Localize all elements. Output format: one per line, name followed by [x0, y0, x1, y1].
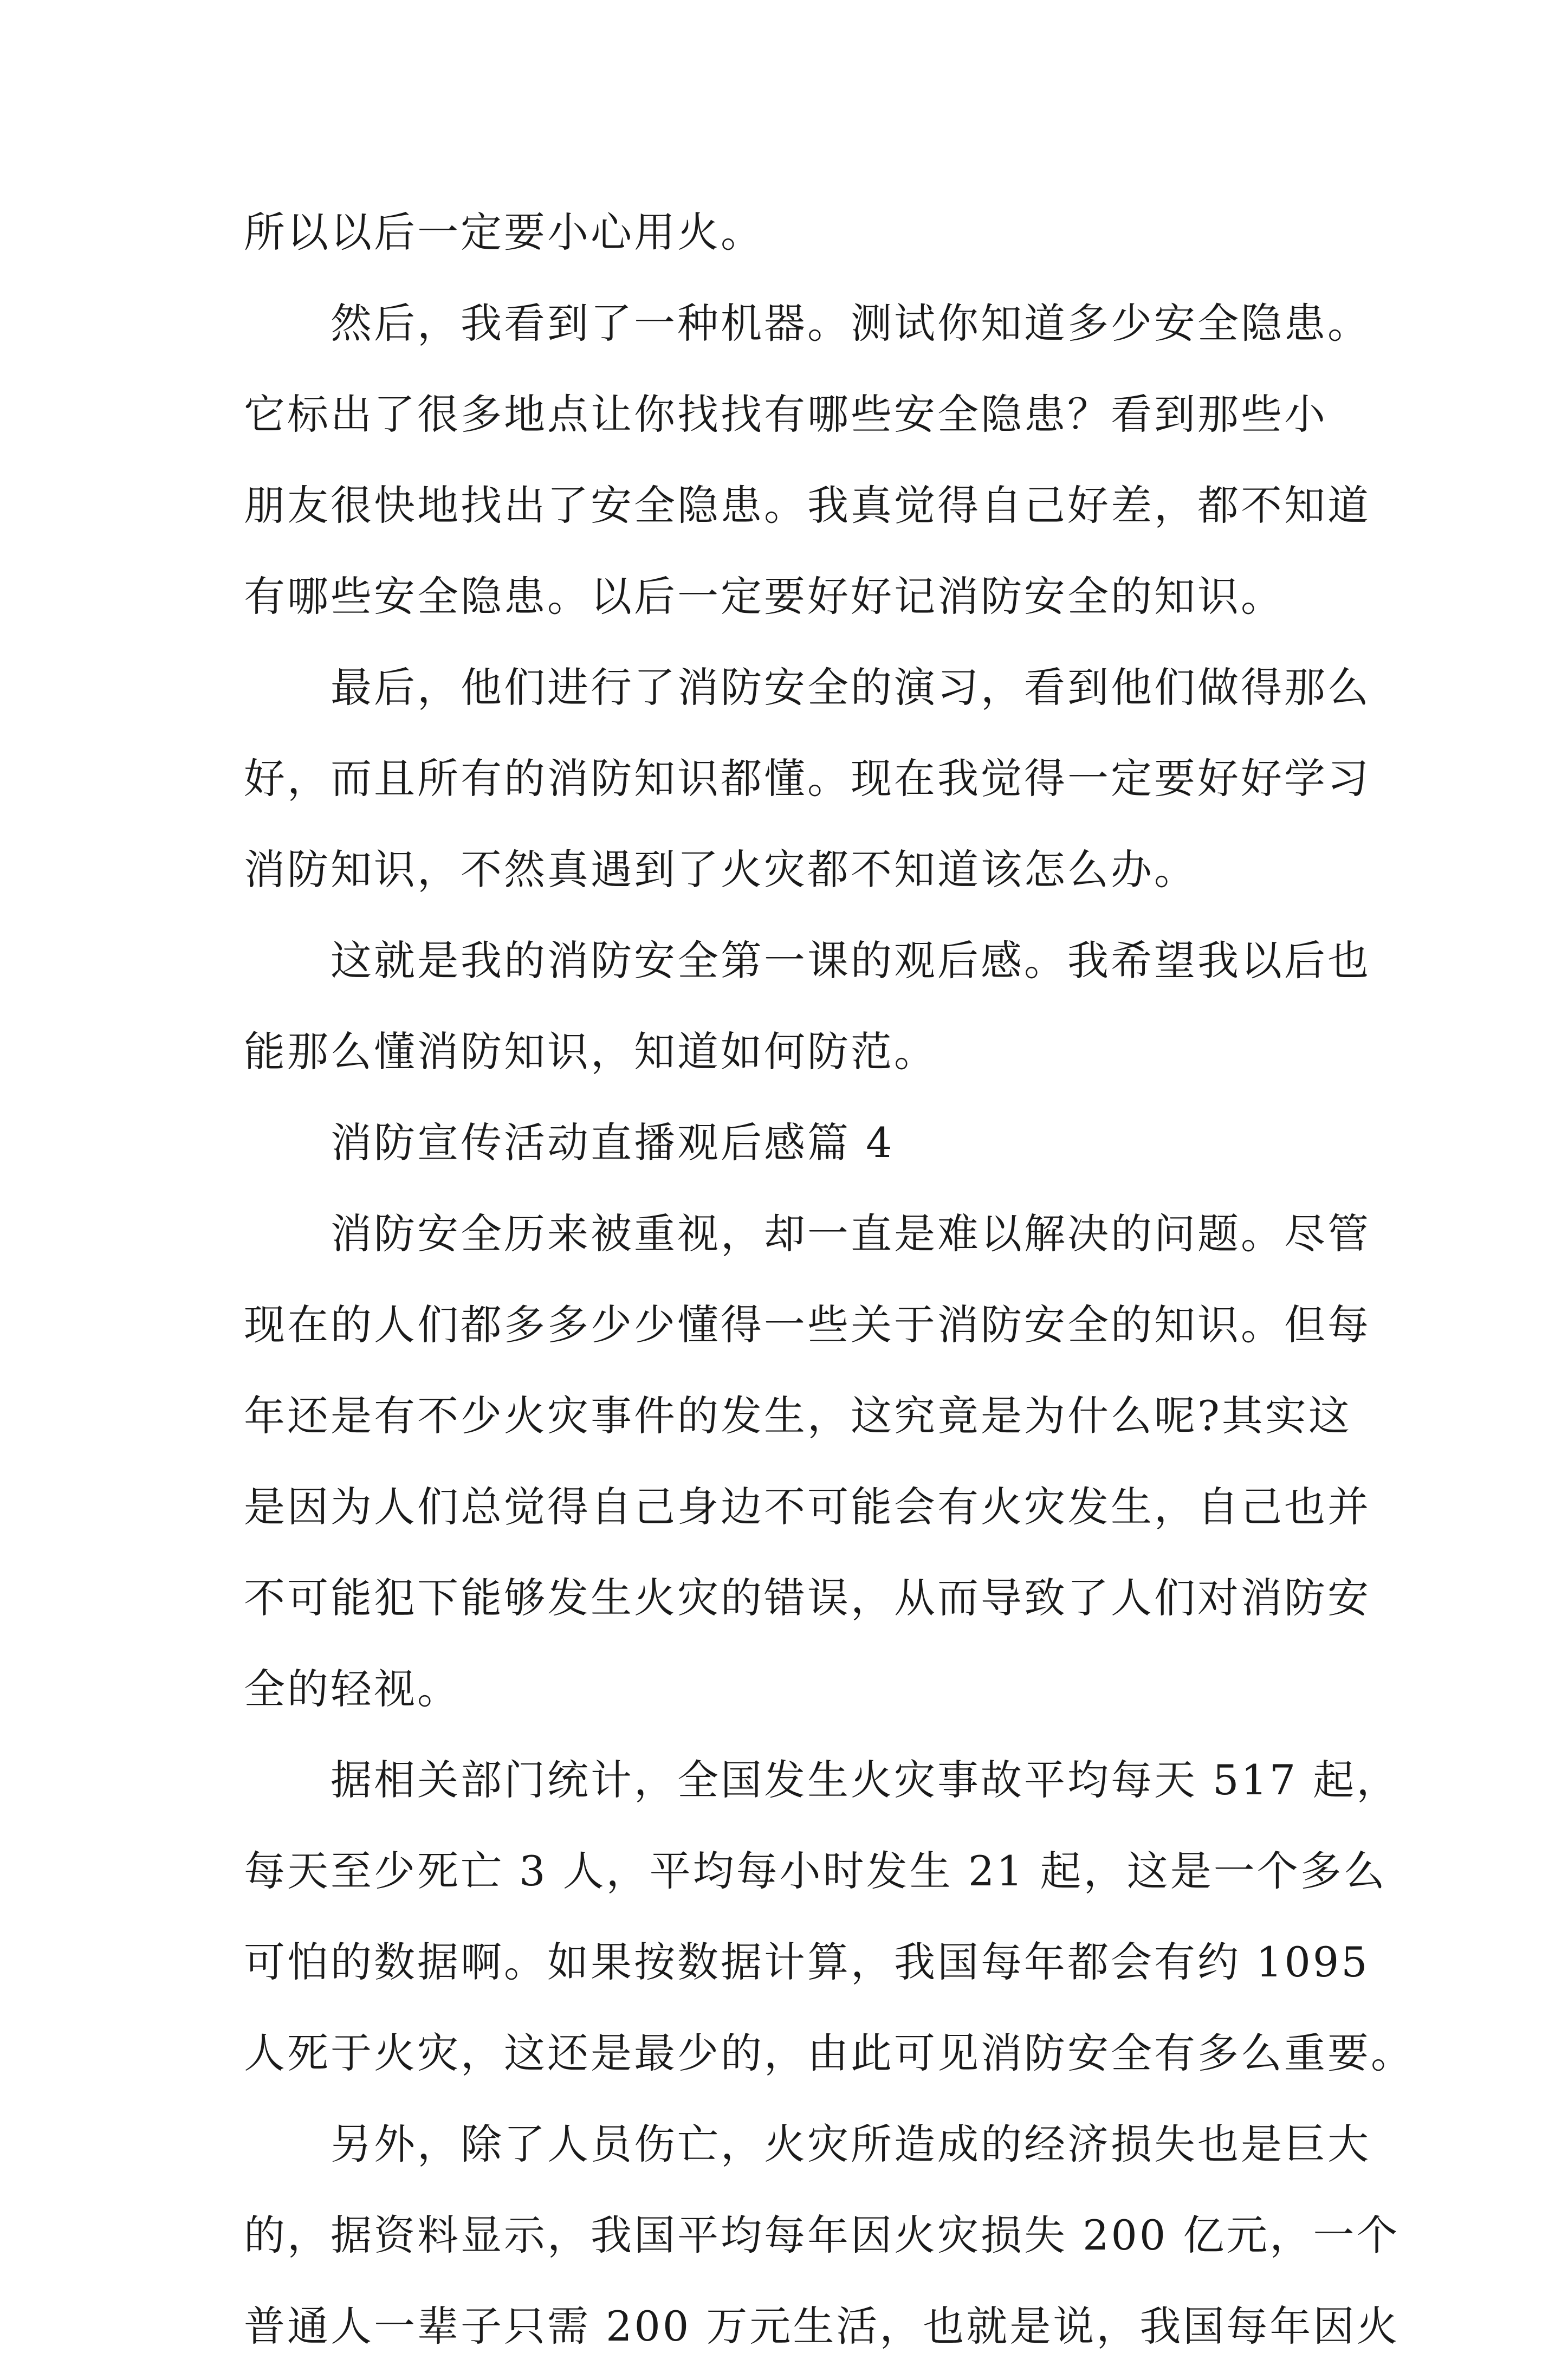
text-line: 现在的人们都多多少少懂得一些关于消防安全的知识。但每	[244, 1301, 1371, 1349]
text-line: 它标出了很多地点让你找找有哪些安全隐患？看到那些小	[244, 390, 1327, 438]
text-line: 全的轻视。	[244, 1665, 461, 1713]
text-line: 是因为人们总觉得自己身边不可能会有火灾发生，自己也并	[244, 1483, 1371, 1531]
text-line: 普通人一辈子只需 200 万元生活，也就是说，我国每年因火	[244, 2302, 1400, 2350]
body-text	[244, 187, 1414, 2372]
text-line: 人死于火灾，这还是最少的，由此可见消防安全有多么重要。	[244, 2029, 1414, 2077]
text-line: 最后，他们进行了消防安全的演习，看到他们做得那么	[331, 663, 1371, 712]
section-heading: 消防宣传活动直播观后感篇 4	[331, 1119, 895, 1167]
text-line: 能那么懂消防知识，知道如何防范。	[244, 1027, 937, 1076]
text-line: 朋友很快地找出了安全隐患。我真觉得自己好差，都不知道	[244, 481, 1371, 529]
text-line: 然后，我看到了一种机器。测试你知道多少安全隐患。	[331, 299, 1371, 347]
text-line: 据相关部门统计，全国发生火灾事故平均每天 517 起，	[331, 1756, 1400, 1804]
text-line: 的，据资料显示，我国平均每年因火灾损失 200 亿元，一个	[244, 2211, 1400, 2259]
text-line: 所以以后一定要小心用火。	[244, 208, 764, 256]
text-line: 每天至少死亡 3 人，平均每小时发生 21 起，这是一个多么	[244, 1847, 1387, 1895]
text-line: 好，而且所有的消防知识都懂。现在我觉得一定要好好学习	[244, 754, 1371, 803]
text-line: 有哪些安全隐患。以后一定要好好记消防安全的知识。	[244, 572, 1284, 621]
text-line: 这就是我的消防安全第一课的观后感。我希望我以后也	[331, 936, 1371, 985]
text-line: 可怕的数据啊。如果按数据计算，我国每年都会有约 1095	[244, 1938, 1370, 1986]
text-line: 消防知识，不然真遇到了火灾都不知道该怎么办。	[244, 845, 1197, 894]
text-line: 另外，除了人员伤亡，火灾所造成的经济损失也是巨大	[331, 2120, 1371, 2168]
text-line: 年还是有不少火灾事件的发生，这究竟是为什么呢?其实这	[244, 1392, 1352, 1440]
text-line: 消防安全历来被重视，却一直是难以解决的问题。尽管	[331, 1210, 1371, 1258]
text-line: 不可能犯下能够发生火灾的错误，从而导致了人们对消防安	[244, 1574, 1371, 1622]
